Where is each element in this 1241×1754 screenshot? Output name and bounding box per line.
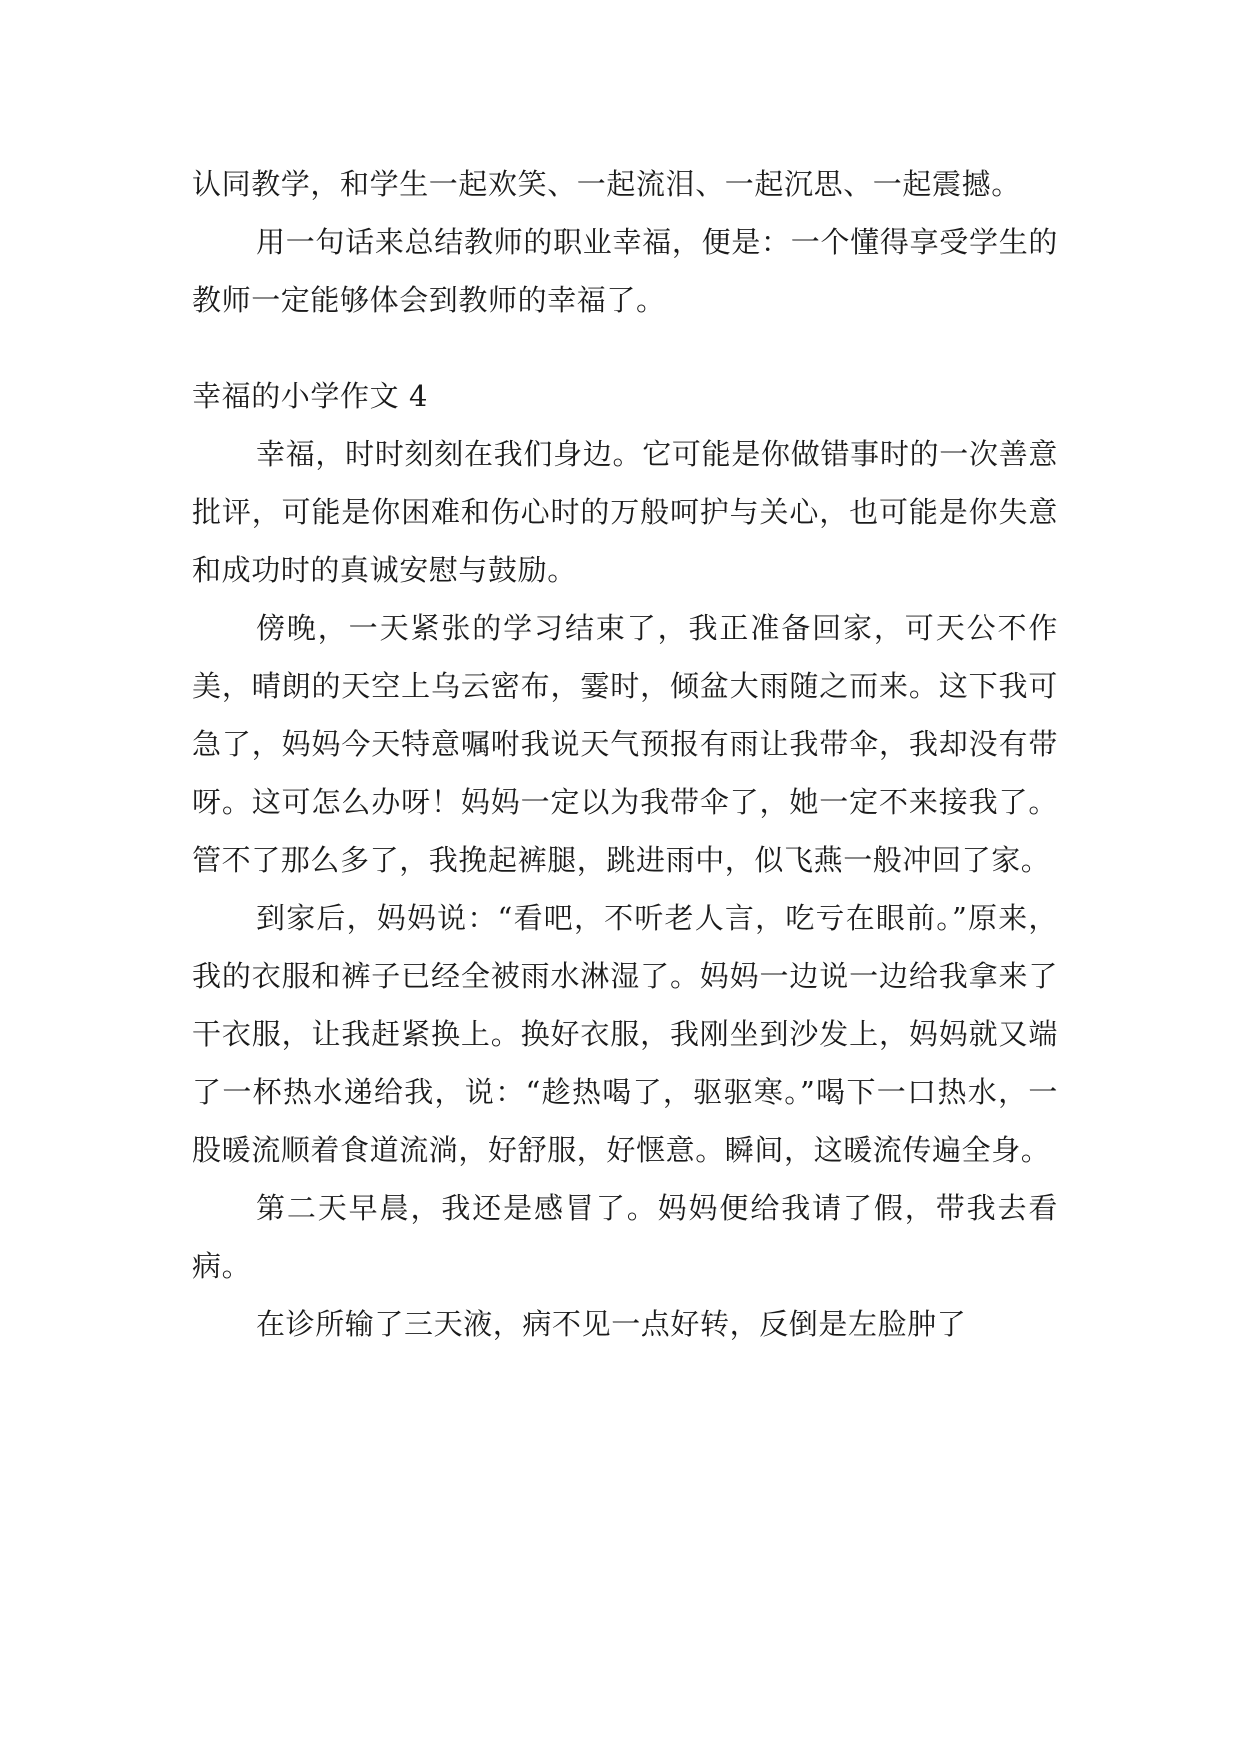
paragraph-1: 幸福，时时刻刻在我们身边。它可能是你做错事时的一次善意批评，可能是你困难和伤心时的万般呵护与关心，也可能是你失意和成功时的真诚安慰与鼓励。 [192,437,1058,587]
paragraph-4: 第二天早晨，我还是感冒了。妈妈便给我请了假，带我去看病。 [192,1191,1058,1283]
paragraph-summary: 用一句话来总结教师的职业幸福，便是：一个懂得享受学生的教师一定能够体会到教师的幸福了。 [192,225,1058,317]
paragraph-continued: 认同教学，和学生一起欢笑、一起流泪、一起沉思、一起震撼。 [192,167,1021,201]
paragraph-5: 在诊所输了三天液，病不见一点好转，反倒是左脸肿了 [256,1307,967,1341]
paragraph-2: 傍晚，一天紧张的学习结束了，我正准备回家，可天公不作美，晴朗的天空上乌云密布，霎时，倾盆大雨随之而来。这下我可急了，妈妈今天特意嘱咐我说天气预报有雨让我带伞，我却没有带呀。这可怎么办呀！妈妈一定以为我带伞了，她一定不来接我了。管不了那么多了，我挽起裤腿，跳进雨中，似飞燕一般冲回了家。 [192,611,1058,877]
document-body [192,155,1058,1353]
section-title: 幸福的小学作文 4 [192,379,429,413]
paragraph-3: 到家后，妈妈说：“看吧，不听老人言，吃亏在眼前。”原来，我的衣服和裤子已经全被雨水淋湿了。妈妈一边说一边给我拿来了干衣服，让我赶紧换上。换好衣服，我刚坐到沙发上，妈妈就又端了一杯热水递给我，说：“趁热喝了，驱驱寒。”喝下一口热水，一股暖流顺着食道流淌，好舒服，好惬意。瞬间，这暖流传遍全身。 [192,901,1058,1167]
